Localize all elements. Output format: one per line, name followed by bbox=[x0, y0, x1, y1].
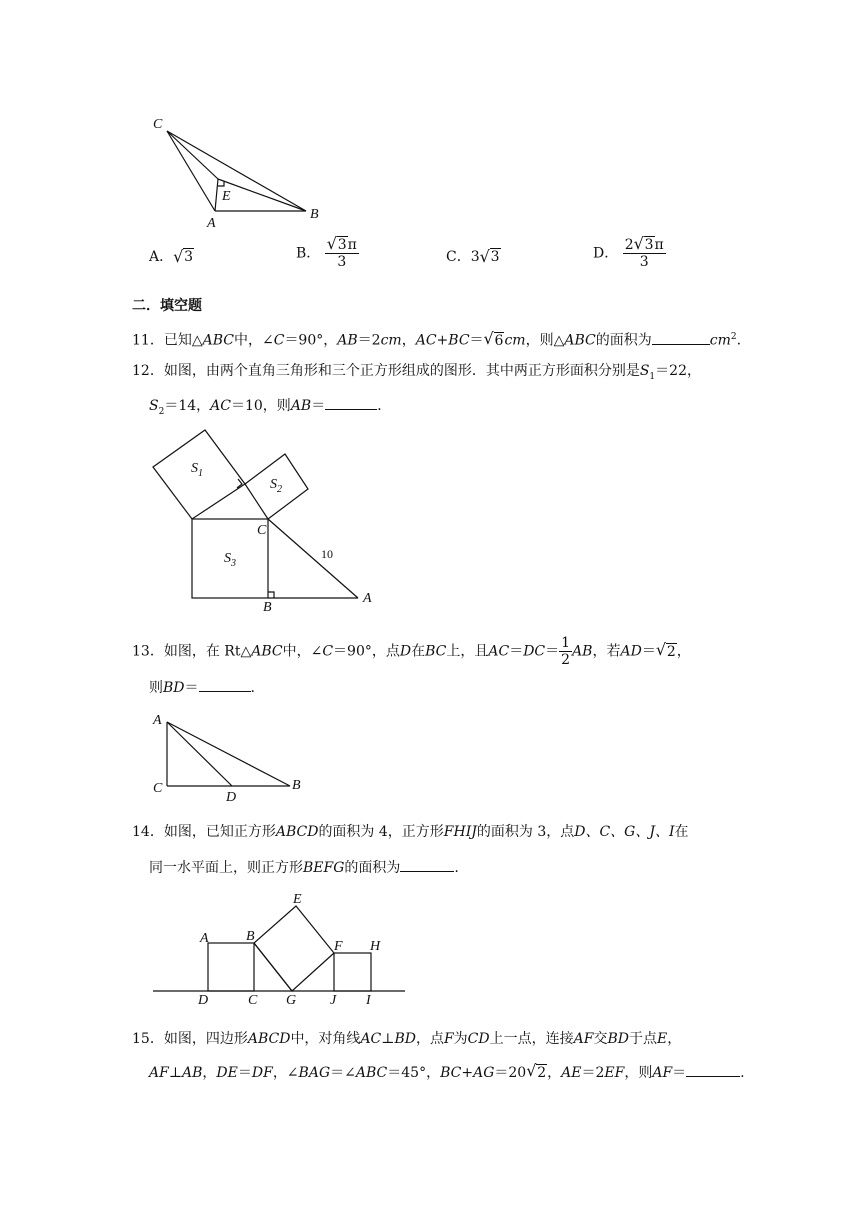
answer-blank-11[interactable] bbox=[652, 330, 710, 345]
label-D: D bbox=[198, 993, 209, 1008]
question-14: 14．如图，已知正方形ABCD的面积为 4，正方形FHIJ的面积为 3，点D、C、G、J、I在 bbox=[132, 824, 689, 840]
option-c-sqrt bbox=[480, 249, 501, 265]
label-A: A bbox=[153, 713, 162, 728]
label-10: 10 bbox=[321, 547, 333, 561]
option-b bbox=[296, 238, 359, 269]
question-14-line2: 同一水平面上，则正方形BEFG的面积为 . bbox=[149, 857, 459, 878]
question-12-line2: $S_2=14$，AC＝10，则AB＝ ． bbox=[149, 395, 391, 422]
section-title: 二．填空题 bbox=[132, 298, 202, 314]
answer-blank-15[interactable] bbox=[686, 1062, 740, 1077]
question-13-line2: 则BD＝ . bbox=[149, 677, 255, 698]
label-C: C bbox=[153, 781, 163, 796]
label-E: E bbox=[293, 892, 302, 907]
option-d-coef: 2 bbox=[624, 237, 634, 253]
label-B: B bbox=[246, 929, 255, 944]
option-a-label: A． bbox=[149, 249, 174, 265]
label-D: D bbox=[226, 790, 237, 805]
label-F: F bbox=[334, 939, 343, 954]
option-a-radicand: 3 bbox=[184, 249, 194, 265]
option-d-fraction bbox=[623, 238, 666, 269]
option-c-coef: 3 bbox=[470, 249, 480, 265]
label-S3: $S_3$ bbox=[224, 551, 236, 569]
label-B: B bbox=[292, 778, 301, 793]
question-13: 13．如图，在 Rt△ABC中，∠C＝90°，点D在BC上，且AC＝DC＝ $\frac{1}{2}$ AB，若AD＝√ 2， bbox=[132, 636, 691, 667]
option-a bbox=[149, 246, 194, 266]
label-S1: $S_1$ bbox=[191, 461, 203, 479]
label-G: G bbox=[286, 993, 297, 1008]
question-11: 11．已知△ABC中，∠C＝90°，AB＝2cm，AC+BC＝√ 6cm，则△ABC的面积为 $cm^2$. bbox=[132, 327, 741, 351]
figure-q10 bbox=[0, 0, 860, 240]
option-d-pi: π bbox=[654, 237, 664, 253]
figure-q12 bbox=[0, 420, 860, 620]
question-15-line2: AF⊥AB，DE＝DF，∠BAG＝∠ABC＝45°，BC+AG＝20√ 2，AE＝2EF，则AF＝ . bbox=[149, 1062, 745, 1083]
question-15: 15．如图，四边形ABCD中，对角线AC⊥BD，点F为CD上一点，连接AF交BD于点E， bbox=[132, 1031, 682, 1047]
option-d-label: D． bbox=[593, 245, 619, 262]
answer-blank-13[interactable] bbox=[199, 677, 251, 692]
label-I: I bbox=[366, 993, 371, 1008]
label-B: B bbox=[263, 600, 272, 615]
option-d-den: 3 bbox=[639, 254, 649, 270]
option-b-label: B． bbox=[296, 245, 321, 262]
option-a-sqrt bbox=[173, 249, 194, 265]
answer-blank-12[interactable] bbox=[325, 395, 377, 410]
option-c bbox=[446, 246, 501, 266]
label-B: B bbox=[310, 207, 319, 222]
option-b-fraction bbox=[325, 238, 359, 269]
label-S2: $S_2$ bbox=[270, 477, 282, 495]
answer-blank-14[interactable] bbox=[400, 857, 454, 872]
figure-q14 bbox=[0, 885, 860, 1015]
figure-q13 bbox=[0, 700, 860, 805]
question-12: 12．如图，由两个直角三角形和三个正方形组成的图形．其中两正方形面积分别是$S_1=22$， bbox=[132, 363, 701, 382]
label-A: A bbox=[363, 591, 372, 606]
option-d bbox=[593, 238, 666, 269]
label-C: C bbox=[248, 993, 258, 1008]
label-A: A bbox=[200, 931, 209, 946]
label-H: H bbox=[370, 939, 381, 954]
label-C: C bbox=[257, 523, 267, 538]
option-c-label: C． bbox=[446, 249, 471, 265]
option-b-radicand: 3 bbox=[337, 237, 347, 253]
label-J: J bbox=[330, 993, 337, 1008]
label-E: E bbox=[222, 189, 231, 204]
option-c-radicand: 3 bbox=[490, 249, 500, 265]
option-b-den: 3 bbox=[337, 254, 347, 270]
label-A: A bbox=[207, 216, 216, 231]
label-C: C bbox=[153, 117, 163, 132]
option-d-radicand: 3 bbox=[644, 237, 654, 253]
option-b-pi: π bbox=[347, 237, 357, 253]
